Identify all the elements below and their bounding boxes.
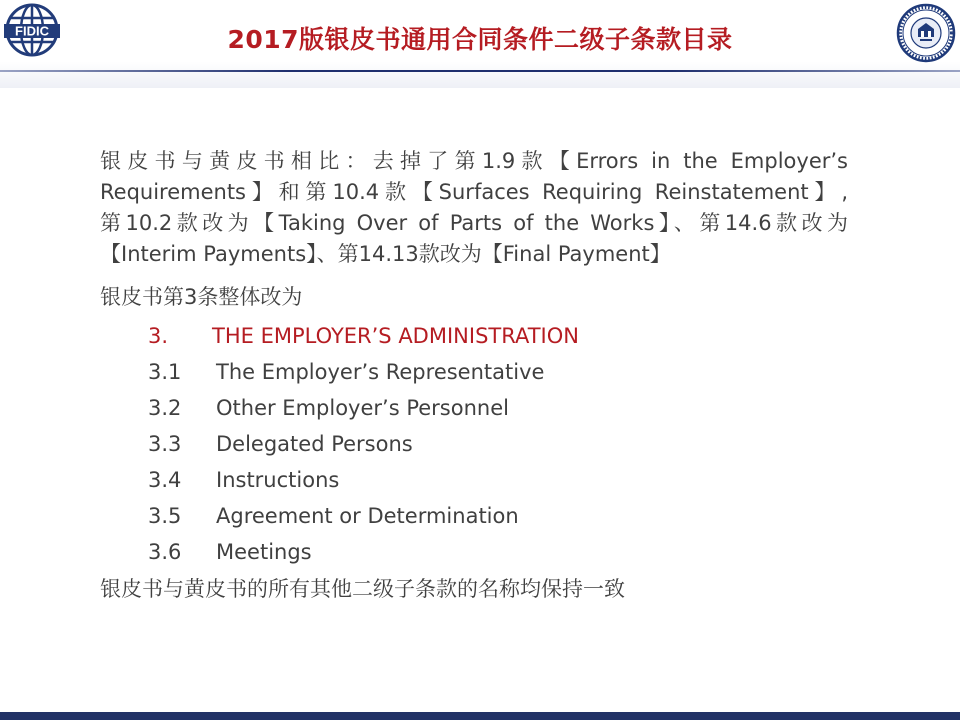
clause-title: THE EMPLOYER’S ADMINISTRATION	[212, 324, 579, 348]
slide-content	[100, 146, 848, 604]
clause-number: 3.2	[148, 396, 182, 420]
intro-line: 【Interim Payments】、第14.13款改为【Final Payment】	[100, 242, 671, 266]
clause-number: 3.3	[148, 432, 182, 456]
fidic-logo	[2, 3, 62, 63]
clause-title: Delegated Persons	[216, 432, 413, 456]
intro-line: Requirements】和第10.4款【Surfaces Requiring Reinstatement】,	[100, 180, 848, 204]
footer-bar	[0, 712, 960, 720]
fidic-logo-text: FIDIC	[15, 23, 49, 39]
list-item	[148, 354, 848, 390]
clause-number: 3.1	[148, 360, 182, 384]
clause-heading	[148, 318, 848, 354]
clause-number: 3.	[148, 324, 169, 348]
university-seal-logo	[896, 3, 956, 63]
list-item	[148, 426, 848, 462]
list-item	[148, 462, 848, 498]
list-item	[148, 390, 848, 426]
clause-title: Meetings	[216, 540, 312, 564]
clause-title: The Employer’s Representative	[216, 360, 545, 384]
intro-line: 第10.2款改为【Taking Over of Parts of the Works】、第14.6款改为	[100, 211, 848, 235]
page-title: 2017版银皮书通用合同条件二级子条款目录	[227, 25, 733, 54]
intro-line: 银皮书与黄皮书相比：去掉了第1.9款【Errors in the Employer’s	[100, 149, 848, 173]
clause-number: 3.6	[148, 540, 182, 564]
clause-list	[148, 318, 848, 570]
clause-number: 3.4	[148, 468, 182, 492]
clause3-intro: 银皮书第3条整体改为	[100, 285, 303, 309]
intro-paragraph	[100, 146, 848, 270]
closing-note: 银皮书与黄皮书的所有其他二级子条款的名称均保持一致	[100, 577, 625, 601]
clause-title: Other Employer’s Personnel	[216, 396, 509, 420]
clause-title: Agreement or Determination	[216, 504, 519, 528]
clause-number: 3.5	[148, 504, 182, 528]
header-divider	[0, 70, 960, 72]
clause-title: Instructions	[216, 468, 340, 492]
list-item	[148, 534, 848, 570]
slide-header	[0, 0, 960, 88]
list-item	[148, 498, 848, 534]
